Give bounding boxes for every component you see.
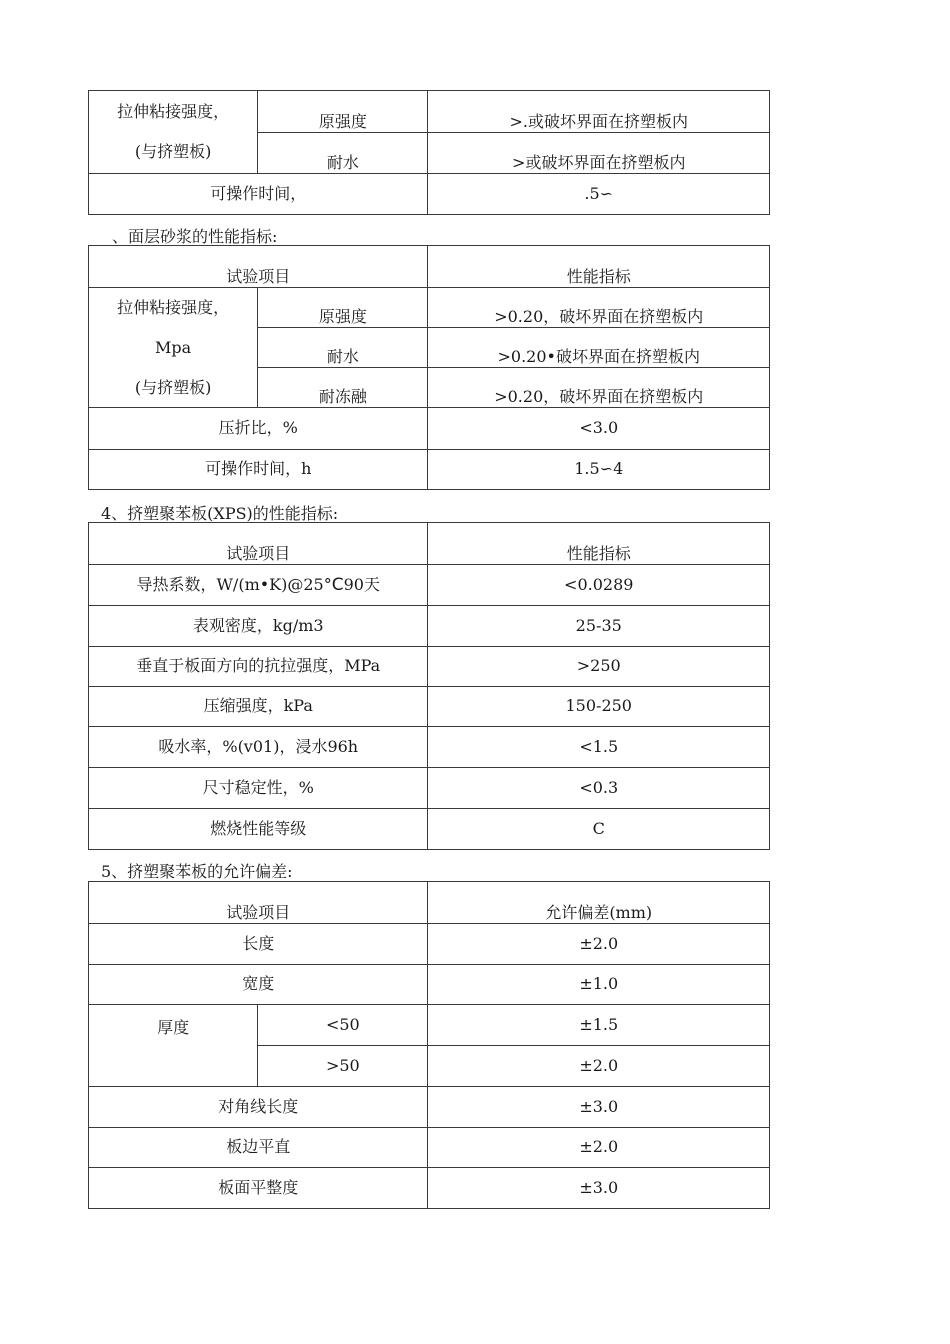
row-fire-rating-label: 燃烧性能等级 — [89, 809, 428, 850]
header-item: 试验项目 — [89, 523, 428, 565]
row-compression-ratio-value: <3.0 — [428, 408, 770, 450]
row-op-time-value: 1.5∽4 — [428, 450, 770, 490]
row-diagonal-value: ±3.0 — [428, 1087, 770, 1128]
row-density-label: 表观密度，kg/m3 — [89, 606, 428, 647]
section-4-heading: 4、挤塑聚苯板(XPS)的性能指标: — [101, 504, 339, 523]
header-value: 允许偏差(mm) — [428, 882, 770, 924]
row-flatness-label: 板面平整度 — [89, 1168, 428, 1209]
op-time-label: 可操作时间， — [89, 174, 428, 215]
header-item: 试验项目 — [89, 246, 428, 288]
thickness-value-lt50: ±1.5 — [428, 1005, 770, 1046]
row-compressive-strength-value: 150-250 — [428, 687, 770, 727]
row-edge-straightness-value: ±2.0 — [428, 1128, 770, 1168]
section-3-heading: 、面层砂浆的性能指标: — [112, 227, 278, 246]
header-value: 性能指标 — [428, 523, 770, 565]
bond-strength-label: 拉伸粘接强度， Mpa (与挤塑板) — [89, 288, 258, 408]
value-original-strength: >0.20，破坏界面在挤塑板内 — [428, 288, 770, 328]
row-compression-ratio-label: 压折比，% — [89, 408, 428, 450]
row-edge-straightness-label: 板边平直 — [89, 1128, 428, 1168]
table-xps-properties — [88, 522, 770, 850]
thickness-value-gt50: ±2.0 — [428, 1046, 770, 1087]
table-xps-tolerances — [88, 881, 770, 1209]
thickness-sub-lt50: <50 — [258, 1005, 428, 1046]
header-value: 性能指标 — [428, 246, 770, 288]
table-adhesive-mortar-continued — [88, 90, 770, 215]
row-width-label: 宽度 — [89, 965, 428, 1005]
sub-original-strength: 原强度 — [258, 91, 428, 133]
row-length-label: 长度 — [89, 924, 428, 965]
row-water-absorption-label: 吸水率，%(v01)，浸水96h — [89, 727, 428, 768]
row-diagonal-label: 对角线长度 — [89, 1087, 428, 1128]
row-fire-rating-value: C — [428, 809, 770, 850]
sub-freeze-thaw: 耐冻融 — [258, 368, 428, 408]
row-thickness-label: 厚度 — [89, 1005, 258, 1087]
row-dimensional-stability-value: <0.3 — [428, 768, 770, 809]
thickness-sub-gt50: >50 — [258, 1046, 428, 1087]
table-finishing-mortar — [88, 245, 770, 490]
row-thermal-conductivity-value: <0.0289 — [428, 565, 770, 606]
row-flatness-value: ±3.0 — [428, 1168, 770, 1209]
row-water-absorption-value: <1.5 — [428, 727, 770, 768]
bond-strength-label: 拉伸粘接强度， (与挤塑板) — [89, 91, 258, 174]
row-tensile-strength-label: 垂直于板面方向的抗拉强度，MPa — [89, 647, 428, 687]
value-water-resistance: >或破坏界面在挤塑板内 — [428, 133, 770, 174]
row-op-time-label: 可操作时间，h — [89, 450, 428, 490]
value-freeze-thaw: >0.20，破坏界面在挤塑板内 — [428, 368, 770, 408]
op-time-value: .5∽ — [428, 174, 770, 215]
row-tensile-strength-value: >250 — [428, 647, 770, 687]
row-compressive-strength-label: 压缩强度，kPa — [89, 687, 428, 727]
row-width-value: ±1.0 — [428, 965, 770, 1005]
sub-water-resistance: 耐水 — [258, 133, 428, 174]
row-length-value: ±2.0 — [428, 924, 770, 965]
row-density-value: 25-35 — [428, 606, 770, 647]
sub-water-resistance: 耐水 — [258, 328, 428, 368]
sub-original-strength: 原强度 — [258, 288, 428, 328]
value-original-strength: >.或破坏界面在挤塑板内 — [428, 91, 770, 133]
header-item: 试验项目 — [89, 882, 428, 924]
section-5-heading: 5、挤塑聚苯板的允许偏差: — [101, 862, 293, 881]
row-dimensional-stability-label: 尺寸稳定性，% — [89, 768, 428, 809]
row-thermal-conductivity-label: 导热系数，W/(m•K)@25°C90天 — [89, 565, 428, 606]
value-water-resistance: >0.20•破坏界面在挤塑板内 — [428, 328, 770, 368]
